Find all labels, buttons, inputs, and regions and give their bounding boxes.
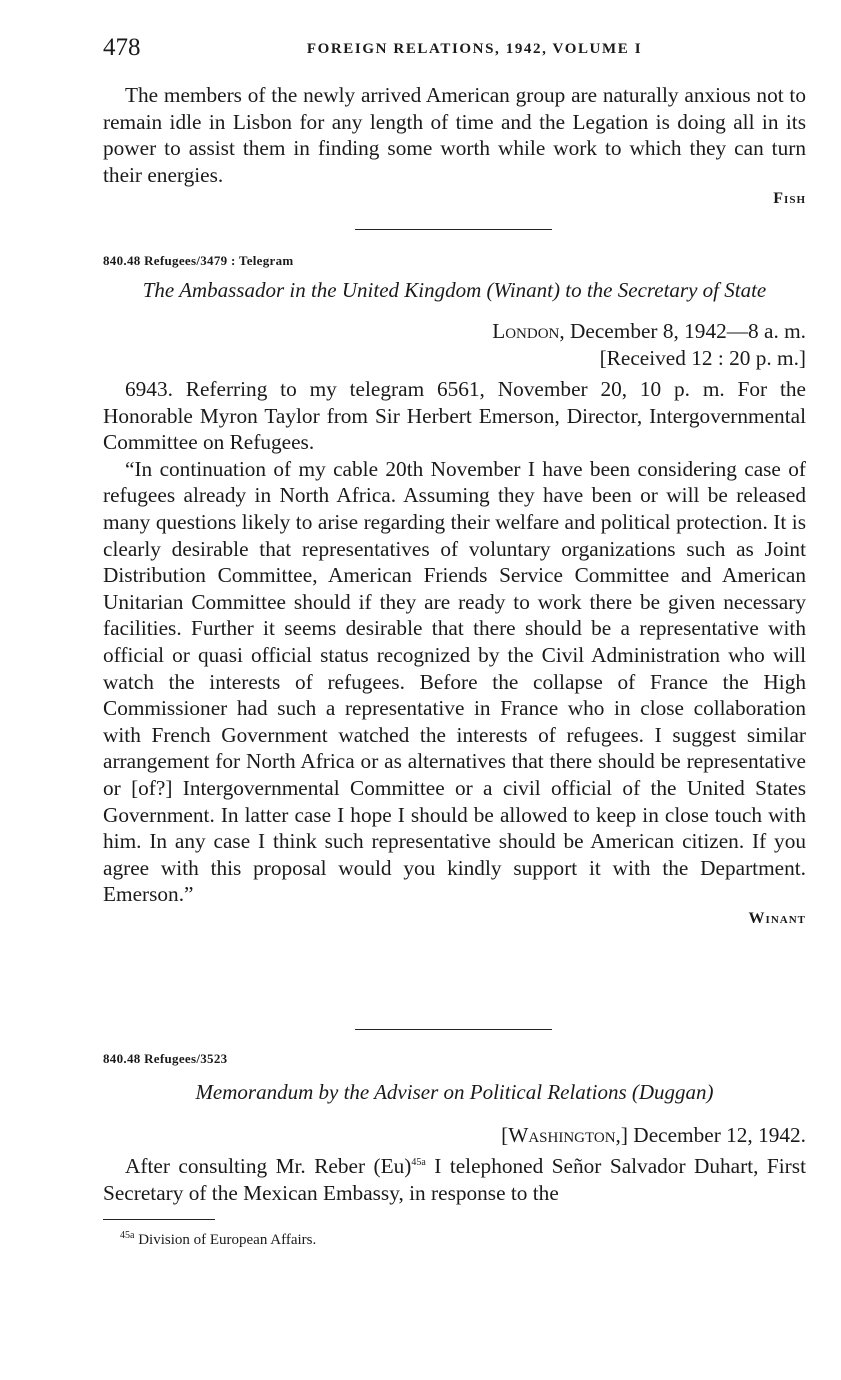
doc3-paragraph: [103, 1153, 806, 1206]
doc3-dateline: [103, 1122, 806, 1149]
doc2-signature: Winant: [748, 909, 806, 927]
doc3-paragraph-end: I telephoned Señor Salvador Duhart, First Secretary of the Mexican Embassy, in response to the: [103, 1154, 806, 1205]
doc2: [103, 253, 806, 928]
running-title: FOREIGN RELATIONS, 1942, VOLUME I: [306, 41, 643, 57]
doc2-paragraph-1: 6943. Referring to my telegram 6561, November 20, 10 p. m. For the Honorable Myron Taylor from Sir Herbert Emerson, Director, Intergovernmental Committee on Refugees.: [103, 377, 806, 455]
doc1-signature: Fish: [773, 190, 806, 208]
footnote-text: Division of European Affairs.: [134, 1232, 317, 1248]
footnote-reference: 45a: [411, 1156, 426, 1168]
doc3-title: Memorandum by the Adviser on Political Relations (Duggan): [195, 1080, 714, 1104]
footnote: [120, 1232, 316, 1249]
doc2-received: [Received 12 : 20 p. m.]: [599, 346, 806, 370]
doc2-paragraph-2: “In continuation of my cable 20th November I have been considering case of refugees already in North Africa. Assuming they have been or will be released many questions likely to arise regarding their welfare and political protection. It is clearly desirable that representatives of voluntary organizations such as Joint Distribution Committee, American Friends Service Committee and American Unitarian Committee should if they are ready to work there be given necessary facilities. Further it seems desirable that there should be a representative with official or quasi official status recognized by the Civil Administration who will watch the interests of refugees. Before the collapse of France the High Commissioner had such a representative in France who in close collaboration with French Government watched the interests of refugees. I suggest similar arrangement for North Africa or as alternatives that there should be representative or [of?] Intergovernmental Committee or a civil official of the United States Government. In latter case I hope I should be allowed to keep in close touch with him. In any case I think such representative should be American citizen. If you agree with this proposal would you kindly support it with the Department. Emerson.”: [103, 456, 806, 907]
doc2-date: , December 8, 1942—8 a. m.: [559, 319, 806, 343]
doc2-dateline: [103, 318, 806, 345]
doc2-file-reference: 840.48 Refugees/3479 : Telegram: [103, 253, 294, 268]
footnote-divider: [103, 1219, 215, 1220]
page-number: 478: [103, 34, 141, 61]
doc3-place: [Washington,]: [501, 1123, 628, 1147]
doc3-date: December 12, 1942.: [627, 1123, 806, 1147]
doc3-file-reference: 840.48 Refugees/3523: [103, 1051, 228, 1066]
footnote-mark: 45a: [120, 1230, 135, 1241]
doc1-paragraph: The members of the newly arrived American group are naturally anxious not to remain idle in Lisbon for any length of time and the Legation is doing all in its power to assist them in finding some worth while work to which they can turn their energies.: [103, 83, 806, 187]
doc2-title: The Ambassador in the United Kingdom (Winant) to the Secretary of State: [142, 278, 767, 302]
doc2-place: London: [492, 319, 560, 343]
doc3: [103, 1051, 806, 1206]
page-header: [103, 34, 806, 64]
doc3-paragraph-start: After consulting Mr. Reber (Eu): [125, 1154, 412, 1178]
section-divider: [355, 1029, 552, 1030]
section-divider: [355, 229, 552, 230]
doc1: [103, 82, 806, 208]
